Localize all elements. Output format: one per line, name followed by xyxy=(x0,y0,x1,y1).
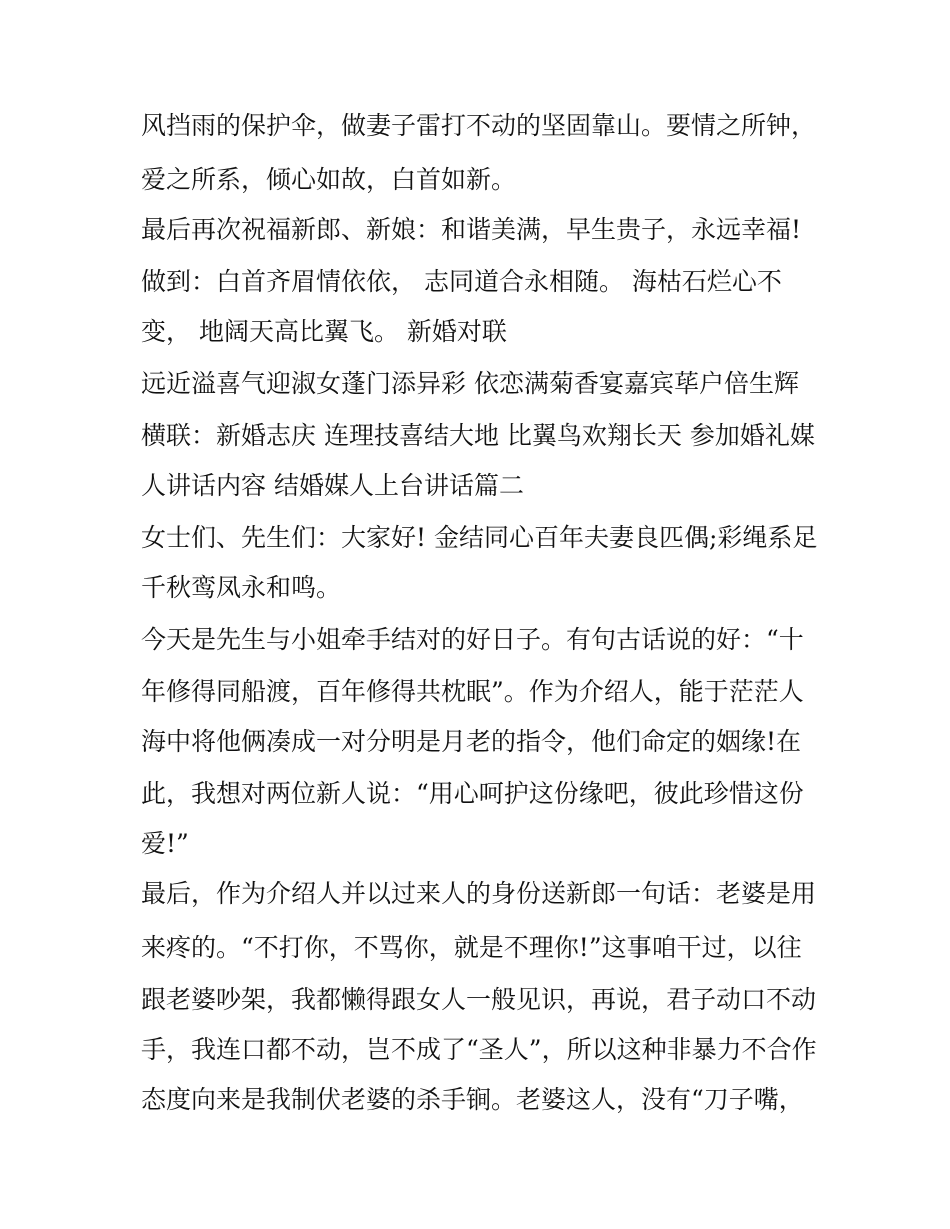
text-line: 态度向来是我制伏老婆的杀手锏。老婆这人，没有“刀子嘴， xyxy=(141,1085,804,1114)
text-line: 最后再次祝福新郎、新娘：和谐美满，早生贵子，永远幸福! xyxy=(141,215,802,244)
text-line: 爱!” xyxy=(141,829,189,858)
text-line: 今天是先生与小姐牵手结对的好日子。有句古话说的好：“十 xyxy=(141,625,804,654)
text-line: 横联：新婚志庆 连理技喜结大地 比翼鸟欢翔长天 参加婚礼媒 xyxy=(141,421,815,450)
text-line: 人讲话内容 结婚媒人上台讲话篇二 xyxy=(141,471,524,500)
text-line: 爱之所系，倾心如故，白首如新。 xyxy=(141,165,517,194)
text-line: 此，我想对两位新人说：“用心呵护这份缘吧，彼此珍惜这份 xyxy=(141,779,804,808)
text-line: 远近溢喜气迎淑女蓬门添异彩 依恋满菊香宴嘉宾荜户倍生辉 xyxy=(141,369,799,398)
text-line: 风挡雨的保护伞，做妻子雷打不动的坚固靠山。要情之所钟， xyxy=(141,111,817,140)
text-line: 手，我连口都不动，岂不成了“圣人”，所以这种非暴力不合作 xyxy=(141,1035,817,1064)
text-line: 年修得同船渡，百年修得共枕眠”。作为介绍人，能于茫茫人 xyxy=(141,677,804,706)
text-line: 海中将他俩凑成一对分明是月老的指令，他们命定的姻缘!在 xyxy=(141,727,802,756)
text-line: 千秋鸾凤永和鸣。 xyxy=(141,573,342,602)
text-line: 来疼的。“不打你，不骂你，就是不理你!”这事咱干过，以往 xyxy=(141,933,802,962)
text-line: 最后，作为介绍人并以过来人的身份送新郎一句话：老婆是用 xyxy=(141,879,817,908)
text-line: 做到：白首齐眉情依依， 志同道合永相随。 海枯石烂心不 xyxy=(141,267,782,296)
text-line: 变， 地阔天高比翼飞。 新婚对联 xyxy=(141,317,507,346)
text-line: 跟老婆吵架，我都懒得跟女人一般见识，再说，君子动口不动 xyxy=(141,985,817,1014)
text-line: 女士们、先生们：大家好! 金结同心百年夫妻良匹偶;彩绳系足 xyxy=(141,523,818,552)
